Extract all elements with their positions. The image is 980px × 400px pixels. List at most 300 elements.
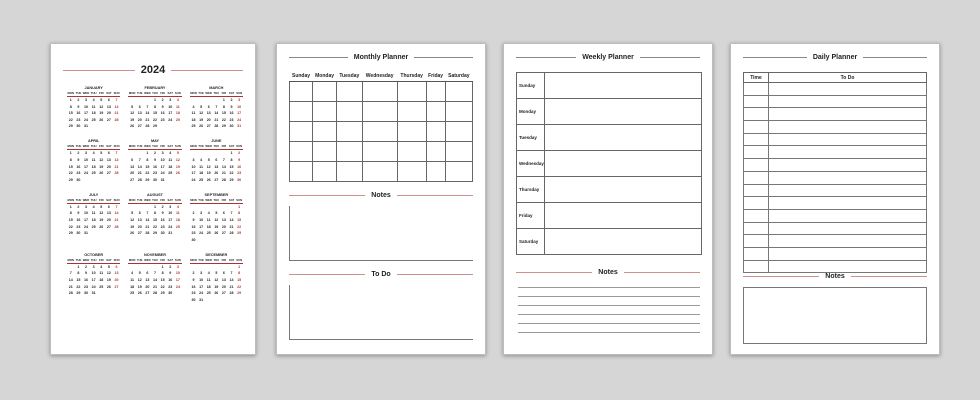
day-cell[interactable] xyxy=(290,102,313,122)
day-number: 12 xyxy=(214,217,219,222)
weekday-label: MON xyxy=(128,197,136,202)
day-number: 24 xyxy=(160,171,165,176)
day-number: 8 xyxy=(69,157,72,162)
weekday-label: SUN xyxy=(174,91,181,95)
day-number: 22 xyxy=(152,224,157,229)
day-number: 6 xyxy=(138,211,141,216)
day-cell[interactable] xyxy=(362,82,397,102)
day-number: 27 xyxy=(137,124,142,129)
day-number: 24 xyxy=(84,117,89,122)
todo-cell[interactable] xyxy=(769,83,927,96)
time-cell[interactable] xyxy=(744,95,769,108)
time-cell[interactable] xyxy=(744,222,769,235)
monthly-title-row xyxy=(289,54,473,61)
day-cell[interactable] xyxy=(313,122,337,142)
divider xyxy=(516,272,592,273)
day-number: 21 xyxy=(214,117,219,122)
day-number: 26 xyxy=(214,231,219,236)
day-number: 8 xyxy=(146,157,149,162)
weekday-label: MON xyxy=(67,144,75,149)
day-number: 17 xyxy=(168,111,173,116)
day-number: 23 xyxy=(191,231,196,236)
day-entry[interactable] xyxy=(544,99,701,125)
day-cell[interactable] xyxy=(290,122,313,142)
weekday-label: SUN xyxy=(236,91,243,95)
todo-area[interactable] xyxy=(289,285,473,340)
day-number: 14 xyxy=(137,164,142,169)
day-number: 6 xyxy=(146,271,149,276)
weekday-label: MON xyxy=(128,91,136,95)
day-number: 13 xyxy=(206,111,211,116)
month-name: NOVEMBER xyxy=(144,252,166,257)
time-cell[interactable] xyxy=(744,133,769,146)
day-number: 28 xyxy=(229,231,234,236)
day-entry[interactable] xyxy=(544,229,701,255)
day-number: 4 xyxy=(131,271,134,276)
day-number: 7 xyxy=(230,211,233,216)
todo-cell[interactable] xyxy=(769,184,927,197)
month-name: JUNE xyxy=(211,139,222,144)
daily-notes-area[interactable] xyxy=(743,287,927,344)
day-cell[interactable] xyxy=(290,162,313,182)
day-cell[interactable] xyxy=(397,162,426,182)
time-cell[interactable] xyxy=(744,171,769,184)
day-number: 5 xyxy=(176,151,179,156)
day-number: 17 xyxy=(84,217,89,222)
day-number: 11 xyxy=(191,111,196,116)
time-cell[interactable] xyxy=(744,146,769,159)
weekday-header xyxy=(67,258,120,264)
day-grid xyxy=(190,265,243,303)
day-number: 7 xyxy=(138,157,141,162)
day-number: 23 xyxy=(160,117,165,122)
day-number: 5 xyxy=(100,98,103,102)
weekday-label: FRI xyxy=(160,257,165,262)
day-number: 11 xyxy=(91,211,96,216)
divider xyxy=(397,274,473,275)
day-grid xyxy=(128,151,181,182)
day-number: 25 xyxy=(206,231,211,236)
day-number: 23 xyxy=(76,117,81,122)
day-number: 23 xyxy=(76,171,81,176)
day-cell[interactable] xyxy=(445,102,472,122)
day-grid xyxy=(128,265,181,296)
day-number: 8 xyxy=(222,104,225,109)
day-number: 13 xyxy=(221,217,226,222)
day-number: 22 xyxy=(76,284,81,289)
day-number: 21 xyxy=(114,164,119,169)
day-grid xyxy=(190,151,243,182)
day-number: 8 xyxy=(69,211,72,216)
day-number: 15 xyxy=(160,277,165,282)
empty-day xyxy=(213,151,221,156)
day-cell[interactable] xyxy=(362,102,397,122)
day-number: 23 xyxy=(84,284,89,289)
day-number: 27 xyxy=(130,177,135,182)
day-number: 24 xyxy=(84,224,89,229)
divider xyxy=(171,70,243,71)
day-cell[interactable] xyxy=(426,142,445,162)
divider xyxy=(397,195,473,196)
day-number: 11 xyxy=(175,104,180,109)
day-number: 5 xyxy=(215,271,218,276)
day-number: 31 xyxy=(84,124,89,129)
time-cell[interactable] xyxy=(744,121,769,134)
day-cell[interactable] xyxy=(397,122,426,142)
empty-day xyxy=(144,205,152,210)
day-cell[interactable] xyxy=(313,142,337,162)
day-number: 16 xyxy=(76,217,81,222)
day-number: 17 xyxy=(199,284,204,289)
day-number: 30 xyxy=(160,231,165,236)
day-number: 21 xyxy=(114,111,119,116)
day-number: 28 xyxy=(145,231,150,236)
day-number: 16 xyxy=(152,164,157,169)
weekday-label: THU xyxy=(90,197,97,202)
day-cell[interactable] xyxy=(426,82,445,102)
day-number: 20 xyxy=(221,224,226,229)
day-number: 25 xyxy=(191,124,196,129)
time-cell[interactable] xyxy=(744,247,769,260)
day-entry[interactable] xyxy=(544,125,701,151)
todo-cell[interactable] xyxy=(769,222,927,235)
day-cell[interactable] xyxy=(290,142,313,162)
day-number: 13 xyxy=(106,211,111,216)
day-cell[interactable] xyxy=(337,102,362,122)
todo-cell[interactable] xyxy=(769,108,927,121)
todo-cell[interactable] xyxy=(769,146,927,159)
day-number: 18 xyxy=(168,164,173,169)
day-number: 16 xyxy=(191,224,196,229)
day-number: 29 xyxy=(152,124,157,129)
time-cell[interactable] xyxy=(744,197,769,210)
empty-day xyxy=(220,265,228,270)
day-cell[interactable] xyxy=(362,162,397,182)
weekday-label: SAT xyxy=(228,197,235,202)
day-number: 16 xyxy=(76,111,81,116)
todo-cell[interactable] xyxy=(769,95,927,108)
day-number: 24 xyxy=(191,177,196,182)
todo-cell[interactable] xyxy=(769,171,927,184)
day-number: 15 xyxy=(68,164,73,169)
weekday-label: Thursday xyxy=(517,177,545,203)
day-number: 23 xyxy=(152,171,157,176)
weekday-label: TUE xyxy=(75,144,82,149)
day-number: 16 xyxy=(160,217,165,222)
day-cell[interactable] xyxy=(362,122,397,142)
day-number: 16 xyxy=(191,284,196,289)
divider xyxy=(516,57,576,58)
day-number: 2 xyxy=(77,151,80,156)
day-number: 8 xyxy=(153,104,156,109)
day-number: 8 xyxy=(238,211,241,216)
day-cell[interactable] xyxy=(445,122,472,142)
weekday-label: THU xyxy=(213,144,220,149)
day-number: 18 xyxy=(99,277,104,282)
day-number: 25 xyxy=(168,171,173,176)
empty-day xyxy=(128,205,136,210)
day-number: 26 xyxy=(175,171,180,176)
day-number: 30 xyxy=(229,124,234,129)
day-number: 15 xyxy=(152,111,157,116)
weekday-label: SAT xyxy=(228,144,235,149)
day-number: 2 xyxy=(77,204,80,209)
day-number: 11 xyxy=(206,277,211,282)
day-number: 7 xyxy=(215,104,218,109)
day-cell[interactable] xyxy=(397,102,426,122)
weekday-label: SAT xyxy=(106,91,112,95)
time-cell[interactable] xyxy=(744,159,769,172)
weekday-label: WED xyxy=(82,197,90,202)
day-number: 13 xyxy=(130,164,135,169)
day-number: 10 xyxy=(160,157,165,162)
calendar-grid xyxy=(67,86,243,303)
day-number: 18 xyxy=(91,164,96,169)
day-cell[interactable] xyxy=(445,142,472,162)
todo-cell[interactable] xyxy=(769,197,927,210)
weekday-label: TUE xyxy=(75,257,82,262)
empty-day xyxy=(197,205,205,210)
day-number: 20 xyxy=(145,284,150,289)
empty-day xyxy=(205,265,213,270)
day-cell[interactable] xyxy=(313,82,337,102)
day-cell[interactable] xyxy=(337,162,362,182)
notes-area[interactable] xyxy=(289,206,473,261)
time-cell[interactable] xyxy=(744,235,769,248)
time-cell[interactable] xyxy=(744,184,769,197)
todo-cell[interactable] xyxy=(769,247,927,260)
time-cell[interactable] xyxy=(744,83,769,96)
weekday-label: WED xyxy=(205,257,212,262)
day-number: 31 xyxy=(160,177,165,182)
daily-notes-title: Notes xyxy=(825,273,845,280)
day-number: 16 xyxy=(168,277,173,282)
day-number: 2 xyxy=(161,98,164,102)
day-grid xyxy=(128,205,181,236)
day-number: 23 xyxy=(237,171,242,176)
day-number: 18 xyxy=(175,111,180,116)
day-number: 8 xyxy=(69,104,72,109)
day-number: 30 xyxy=(76,177,81,182)
day-number: 6 xyxy=(107,98,110,102)
day-number: 8 xyxy=(230,157,233,162)
day-number: 9 xyxy=(77,157,80,162)
day-number: 1 xyxy=(238,264,241,269)
day-number: 7 xyxy=(146,211,149,216)
weekday-label: Friday xyxy=(517,203,545,229)
weekday-label: SAT xyxy=(106,197,112,202)
divider xyxy=(743,276,819,277)
day-number: 7 xyxy=(115,151,118,156)
day-number: 6 xyxy=(222,271,225,276)
day-number: 9 xyxy=(77,211,80,216)
month-block xyxy=(67,86,120,129)
weekday-label: THU xyxy=(152,257,158,262)
day-number: 15 xyxy=(152,217,157,222)
day-number: 19 xyxy=(214,224,219,229)
day-number: 5 xyxy=(138,271,141,276)
day-cell[interactable] xyxy=(445,82,472,102)
day-number: 12 xyxy=(175,157,180,162)
day-number: 22 xyxy=(237,284,242,289)
weekday-label: SAT xyxy=(167,144,173,149)
weekday-header xyxy=(190,258,243,264)
daily-notes-title-row xyxy=(743,273,927,280)
day-entry[interactable] xyxy=(544,151,701,177)
weekday-label: SUN xyxy=(236,257,243,262)
day-number: 14 xyxy=(229,277,234,282)
day-cell[interactable] xyxy=(337,122,362,142)
day-cell[interactable] xyxy=(362,142,397,162)
weekday-label: WED xyxy=(205,197,212,202)
day-number: 27 xyxy=(114,284,119,289)
day-number: 31 xyxy=(84,231,89,236)
divider xyxy=(640,57,700,58)
day-cell[interactable] xyxy=(426,122,445,142)
day-number: 22 xyxy=(237,224,242,229)
month-block xyxy=(67,193,120,243)
day-entry[interactable] xyxy=(544,73,701,99)
day-number: 29 xyxy=(160,291,165,296)
day-number: 9 xyxy=(192,217,195,222)
month-name: APRIL xyxy=(87,139,100,144)
week-grid xyxy=(516,72,702,255)
day-number: 27 xyxy=(106,224,111,229)
month-block xyxy=(128,139,181,182)
day-cell[interactable] xyxy=(445,162,472,182)
weekday-label: SAT xyxy=(167,91,173,95)
day-number: 15 xyxy=(229,164,234,169)
day-number: 27 xyxy=(137,231,142,236)
weekday-label: WED xyxy=(144,144,151,149)
day-number: 5 xyxy=(207,157,210,162)
empty-day xyxy=(128,265,136,270)
weekday-label: TUE xyxy=(136,91,143,95)
day-number: 9 xyxy=(161,211,164,216)
todo-cell[interactable] xyxy=(769,121,927,134)
day-number: 29 xyxy=(68,177,73,182)
day-number: 13 xyxy=(114,271,119,276)
day-number: 15 xyxy=(221,111,226,116)
weekday-label: THU xyxy=(90,257,97,262)
day-number: 7 xyxy=(230,271,233,276)
todo-cell[interactable] xyxy=(769,260,927,273)
day-number: 18 xyxy=(206,284,211,289)
day-number: 25 xyxy=(99,284,104,289)
day-number: 14 xyxy=(114,211,119,216)
year-title-row xyxy=(63,64,243,76)
empty-day xyxy=(190,151,198,156)
day-number: 31 xyxy=(168,231,173,236)
day-grid xyxy=(67,205,120,236)
day-cell[interactable] xyxy=(337,142,362,162)
weekday-label: MON xyxy=(190,197,197,202)
empty-day xyxy=(220,205,228,210)
day-cell[interactable] xyxy=(426,162,445,182)
day-number: 20 xyxy=(106,111,111,116)
empty-day xyxy=(144,265,152,270)
weekday-header: Friday xyxy=(426,70,445,82)
weekday-label: SUN xyxy=(113,144,120,149)
day-cell[interactable] xyxy=(313,102,337,122)
notes-lines[interactable] xyxy=(518,287,700,341)
todo-cell[interactable] xyxy=(769,235,927,248)
weekday-header xyxy=(190,198,243,204)
day-number: 27 xyxy=(206,124,211,129)
weekday-label: TUE xyxy=(75,197,82,202)
day-number: 24 xyxy=(91,284,96,289)
day-number: 4 xyxy=(176,98,179,102)
weekday-label: SAT xyxy=(228,257,235,262)
time-cell[interactable] xyxy=(744,209,769,222)
day-number: 29 xyxy=(68,124,73,129)
notes-title-row xyxy=(289,192,473,199)
month-block xyxy=(128,86,181,129)
month-block xyxy=(190,86,243,129)
weekday-label: THU xyxy=(152,197,158,202)
day-grid xyxy=(67,151,120,182)
month-block xyxy=(128,253,181,303)
weekday-label: MON xyxy=(190,91,197,95)
day-cell[interactable] xyxy=(397,82,426,102)
divider xyxy=(863,57,927,58)
day-cell[interactable] xyxy=(290,82,313,102)
day-number: 26 xyxy=(206,177,211,182)
day-cell[interactable] xyxy=(426,102,445,122)
day-number: 19 xyxy=(137,284,142,289)
day-number: 11 xyxy=(206,217,211,222)
day-number: 19 xyxy=(99,111,104,116)
day-number: 19 xyxy=(99,217,104,222)
weekday-label: WED xyxy=(205,144,212,149)
weekday-label: TUE xyxy=(136,257,143,262)
day-number: 14 xyxy=(114,104,119,109)
empty-day xyxy=(197,98,205,103)
day-cell[interactable] xyxy=(337,82,362,102)
day-number: 11 xyxy=(130,277,135,282)
todo-cell[interactable] xyxy=(769,133,927,146)
day-number: 2 xyxy=(192,271,195,276)
weekday-header xyxy=(190,91,243,97)
todo-cell[interactable] xyxy=(769,159,927,172)
day-number: 31 xyxy=(199,297,204,302)
day-entry[interactable] xyxy=(544,203,701,229)
day-number: 18 xyxy=(206,224,211,229)
todo-cell[interactable] xyxy=(769,209,927,222)
day-number: 17 xyxy=(168,217,173,222)
day-number: 12 xyxy=(130,111,135,116)
day-number: 10 xyxy=(168,104,173,109)
day-entry[interactable] xyxy=(544,177,701,203)
day-number: 20 xyxy=(137,224,142,229)
day-number: 7 xyxy=(222,157,225,162)
time-cell[interactable] xyxy=(744,108,769,121)
time-cell[interactable] xyxy=(744,260,769,273)
day-number: 1 xyxy=(153,98,156,102)
todo-title: To Do xyxy=(371,271,391,278)
day-number: 8 xyxy=(238,271,241,276)
weekday-label: MON xyxy=(67,197,75,202)
day-cell[interactable] xyxy=(313,162,337,182)
day-number: 19 xyxy=(214,284,219,289)
year-title: 2024 xyxy=(140,64,166,76)
weekday-label: THU xyxy=(90,144,97,149)
day-number: 1 xyxy=(230,151,233,156)
weekday-label: SUN xyxy=(174,144,181,149)
day-number: 3 xyxy=(161,151,164,156)
day-cell[interactable] xyxy=(397,142,426,162)
yearly-calendar-page xyxy=(50,43,256,355)
